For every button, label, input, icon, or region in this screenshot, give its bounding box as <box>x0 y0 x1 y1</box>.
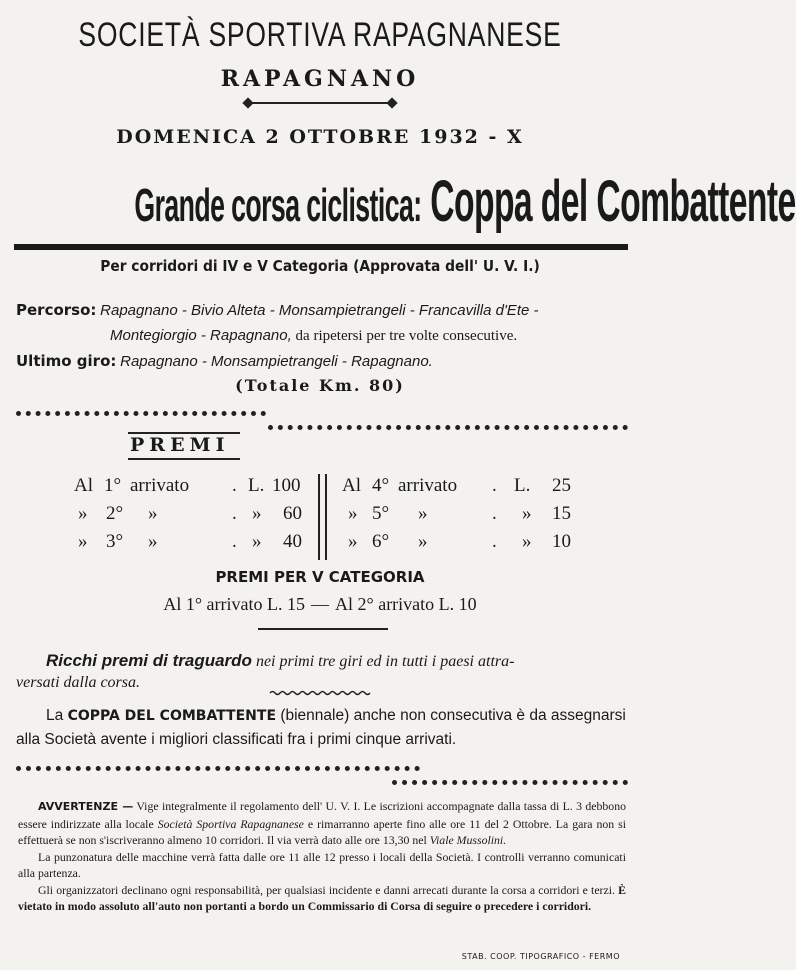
prize-dot: . <box>492 531 497 552</box>
race-date: DOMENICA 2 OTTOBRE 1932 - X <box>116 126 524 148</box>
dotted-rule-1b <box>268 425 628 430</box>
coppa-rest: (biennale) anche non consecutiva è da assegnarsi <box>280 707 626 724</box>
prize-place: 3° <box>106 531 124 552</box>
prize-dot: . <box>492 475 497 496</box>
prize-amount: 40 <box>283 531 302 552</box>
cat5-second: Al 2° arrivato L. 10 <box>335 594 477 614</box>
town-name: RAPAGNANO <box>220 66 420 92</box>
prize-currency: » <box>522 503 532 524</box>
prize-dot: . <box>232 475 237 496</box>
traguardo-rest: nei primi tre giri ed in tutti i paesi attra- <box>255 653 515 670</box>
dotted-rule-1a <box>16 411 266 416</box>
prize-dot: . <box>232 503 237 524</box>
total-distance: (Totale Km. 80) <box>235 376 405 395</box>
prize-amount: 15 <box>552 503 571 524</box>
prize-al: Al <box>74 475 93 496</box>
race-title <box>134 168 796 235</box>
cat5-prizes-title: PREMI PER V CATEGORIA <box>215 568 425 586</box>
warnings-block <box>18 798 626 915</box>
prizes-title: PREMI <box>130 434 230 456</box>
warnings-text: Gli organizzatori declinano ogni responsabilità, per qualsiasi incidente e danni arrecati durante la corsa a corridori e terzi. <box>38 882 615 897</box>
warnings-text: Vige integralmente il regolamento dell' U. V. I. Le iscrizioni accompagnate dalla tassa di L. 3 debbono essere indirizzate alla locale <box>18 799 626 831</box>
route-towns-1: Rapagnano - Bivio Alteta - Monsampietrangeli - Francavilla d'Ete - <box>100 302 539 319</box>
prize-dot: . <box>232 531 237 552</box>
prize-word: » <box>418 503 428 524</box>
category-line: Per corridori di IV e V Categoria (Approvata dell' U. V. I.) <box>100 257 540 275</box>
coppa-line-2: alla Società avente i migliori classificati fra i primi cinque arrivati. <box>16 731 457 748</box>
coppa-line-1 <box>46 707 626 725</box>
last-lap-towns: Rapagnano - Monsampietrangeli - Rapagnano. <box>120 353 433 370</box>
cat5-prizes-line <box>0 594 640 615</box>
warnings-text: e rimarranno aperte fino alle ore 11 del 2 Ottobre. La gara non si effettuerà se non s'iscriveranno almeno 10 corridori. Il via verrà dato alle ore 13,30 nel <box>18 816 627 847</box>
route-repeat-note: da ripetersi per tre volte consecutive. <box>295 328 518 344</box>
prize-al: » <box>78 503 88 524</box>
prizes-column-divider <box>318 474 327 560</box>
title-rule <box>14 244 628 250</box>
wavy-rule <box>270 690 370 696</box>
prize-currency: » <box>522 531 532 552</box>
route-line-2 <box>110 327 517 345</box>
printer-credit: STAB. COOP. TIPOGRAFICO - FERMO <box>461 952 620 961</box>
traguardo-bold: Ricchi premi di traguardo <box>46 651 252 670</box>
last-lap-line <box>16 352 433 371</box>
prizes-title-underline <box>128 458 240 460</box>
prize-currency: » <box>252 503 262 524</box>
warnings-street: Viale Mussolini. <box>429 833 507 847</box>
society-name: SOCIETÀ SPORTIVA RAPAGNANESE <box>78 16 562 54</box>
warnings-society: Società Sportiva Rapagnanese <box>157 816 304 831</box>
last-lap-label: Ultimo giro: <box>16 352 117 370</box>
prize-place: 4° <box>372 475 390 496</box>
prize-word: » <box>418 531 428 552</box>
prize-currency: L. <box>514 475 531 496</box>
route-line-1 <box>16 301 539 320</box>
prizes-title-overline <box>128 432 240 434</box>
prize-word: arrivato <box>130 475 190 496</box>
prize-al: » <box>78 531 88 552</box>
traguardo-line-2: versati dalla corsa. <box>16 674 140 691</box>
coppa-bold: COPPA DEL COMBATTENTE <box>67 708 277 724</box>
prize-word: » <box>148 531 158 552</box>
dotted-rule-2b <box>392 780 628 785</box>
cat5-first: Al 1° arrivato L. 15 <box>163 594 305 614</box>
warnings-prohibition: È vietato in modo assoluto all'auto non portanti a bordo un Commissario di Corsa di seguire o precedere i corridori. <box>18 882 626 913</box>
dotted-rule-2a <box>16 766 420 771</box>
prize-word: » <box>148 503 158 524</box>
prize-al: Al <box>342 475 361 496</box>
prize-place: 1° <box>104 475 122 496</box>
race-title-prefix: Grande corsa ciclistica: <box>134 179 422 231</box>
warnings-paragraph-3 <box>18 882 626 915</box>
race-title-name: Coppa del Combattente <box>430 169 796 234</box>
ornament-rule-mid <box>258 628 388 630</box>
cat5-separator: — <box>311 594 329 614</box>
prize-amount: 25 <box>552 475 571 496</box>
ornament-rule-top <box>248 102 392 104</box>
prize-al: » <box>348 503 358 524</box>
prize-amount: 10 <box>552 531 571 552</box>
warnings-title: AVVERTENZE — <box>38 800 134 813</box>
prize-place: 2° <box>106 503 124 524</box>
route-towns-2: Montegiorgio - Rapagnano, <box>110 327 292 344</box>
warnings-paragraph-1 <box>18 798 626 849</box>
prize-place: 5° <box>372 503 390 524</box>
prize-dot: . <box>492 503 497 524</box>
prize-currency: L. <box>248 475 265 496</box>
traguardo-line-1 <box>46 651 514 671</box>
prize-amount: 100 <box>272 475 301 496</box>
prize-word: arrivato <box>398 475 458 496</box>
route-label: Percorso: <box>16 301 97 319</box>
prize-amount: 60 <box>283 503 302 524</box>
prize-currency: » <box>252 531 262 552</box>
prize-place: 6° <box>372 531 390 552</box>
warnings-paragraph-2: La punzonatura delle macchine verrà fatta dalle ore 11 alle 12 presso i locali della Società. I controlli verranno comunicati alla partenza. <box>18 849 626 880</box>
coppa-pre: La <box>46 707 64 724</box>
prize-al: » <box>348 531 358 552</box>
